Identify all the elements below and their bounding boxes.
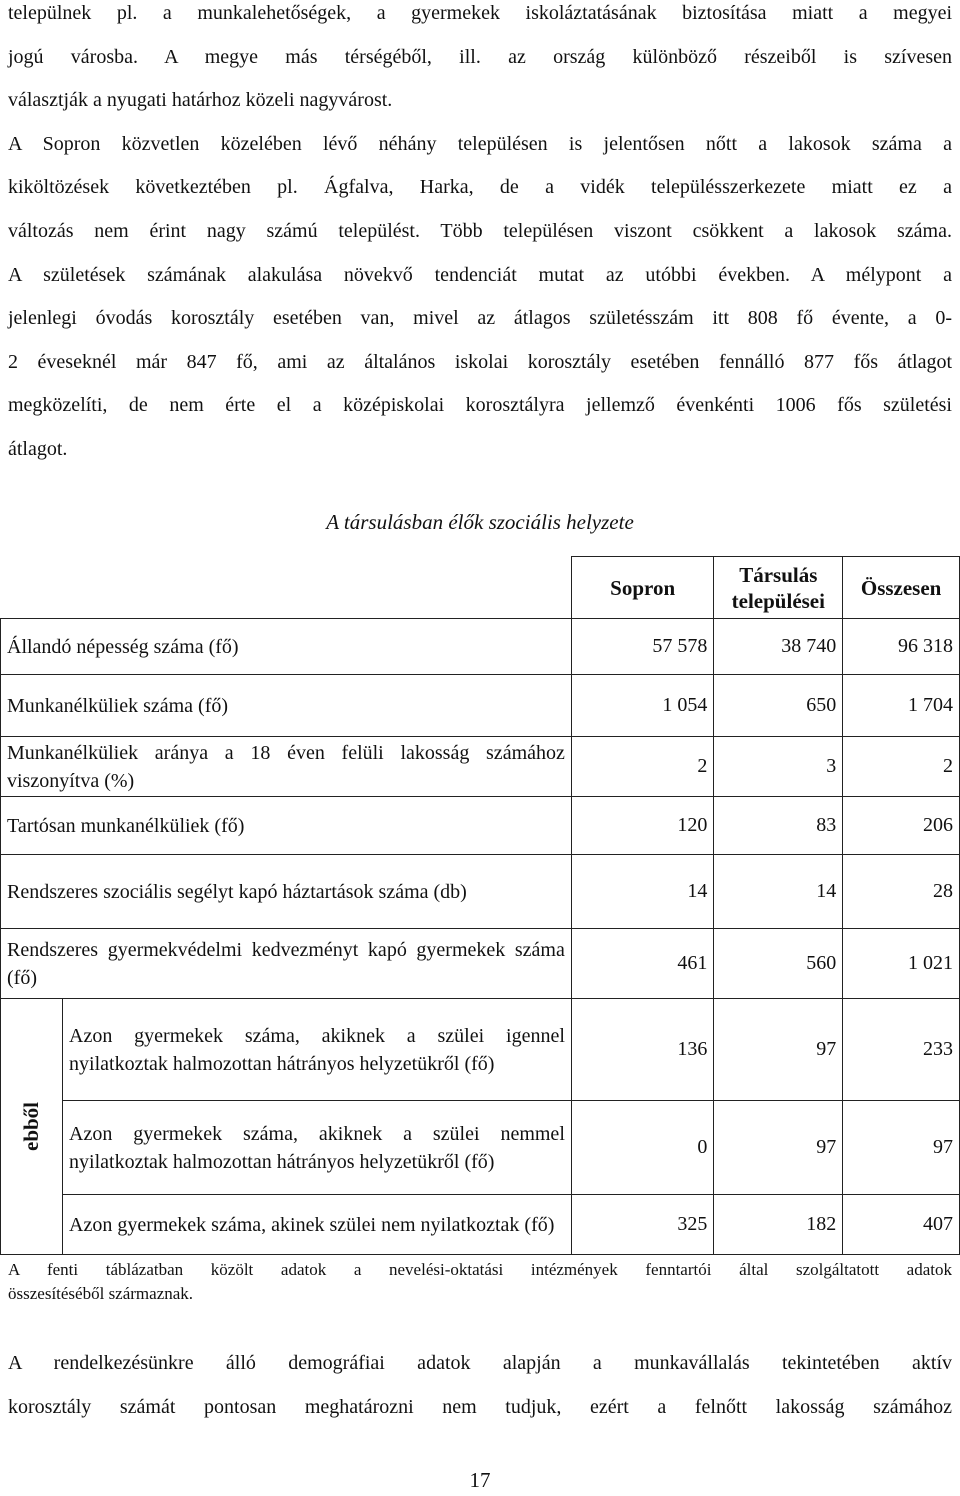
cell-value: 0 bbox=[571, 1101, 714, 1195]
table-title: A társulásban élők szociális helyzete bbox=[326, 510, 634, 534]
cell-value: 560 bbox=[714, 929, 843, 999]
page-number: 17 bbox=[469, 1468, 491, 1492]
table-footnote bbox=[8, 1258, 952, 1306]
text-line: A Sopron közvetlen közelében lévő néhány településen is jelentősen nőtt a lakosok száma a bbox=[8, 132, 952, 155]
cell-value: 325 bbox=[571, 1195, 714, 1255]
header-osszesen: Összesen bbox=[843, 557, 960, 619]
cell-value: 38 740 bbox=[714, 619, 843, 675]
cell-value: 57 578 bbox=[571, 619, 714, 675]
footnote-line: összesítéséből származnak. bbox=[8, 1284, 194, 1303]
text-line: jogú városba. A megye más térségéből, ill. az ország különböző részeiből is szívesen bbox=[8, 45, 952, 68]
text-line: megközelíti, de nem érte el a középiskolai korosztályra jellemző évenkénti 1006 fős születési bbox=[8, 394, 952, 417]
intro-paragraph bbox=[8, 0, 952, 472]
cell-value: 83 bbox=[714, 797, 843, 855]
row-label: Rendszeres gyermekvédelmi kedvezményt kapó gyermekek száma (fő) bbox=[1, 929, 572, 999]
cell-value: 182 bbox=[714, 1195, 843, 1255]
cell-value: 206 bbox=[843, 797, 960, 855]
text-line: korosztály számát pontosan meghatározni nem tudjuk, ezért a felnőtt lakosság számához bbox=[8, 1395, 952, 1418]
cell-value: 407 bbox=[843, 1195, 960, 1255]
footnote-line: A fenti táblázatban közölt adatok a nevelési-oktatási intézmények fenntartói által szolgáltatott adatok bbox=[8, 1260, 952, 1279]
row-label: Tartósan munkanélküliek (fő) bbox=[1, 797, 572, 855]
text-line: települnek pl. a munkalehetőségek, a gyermekek iskoláztatásának biztosítása miatt a megyei bbox=[8, 2, 952, 24]
text-line: 2 éveseknél már 847 fő, ami az általános iskolai korosztály esetében fennálló 877 fős átlagot bbox=[8, 350, 952, 373]
header-tarsulas: Társulás települései bbox=[714, 557, 843, 619]
text-line: A rendelkezésünkre álló demográfiai adatok alapján a munkavállalás tekintetében aktív bbox=[8, 1352, 952, 1374]
cell-value: 136 bbox=[571, 999, 714, 1101]
cell-value: 28 bbox=[843, 855, 960, 929]
cell-value: 461 bbox=[571, 929, 714, 999]
row-label: Állandó népesség száma (fő) bbox=[1, 619, 572, 675]
header-sopron: Sopron bbox=[571, 557, 714, 619]
row-label: Rendszeres szociális segélyt kapó háztartások száma (db) bbox=[1, 855, 572, 929]
table-sub-row bbox=[1, 1195, 960, 1255]
sub-row-label: Azon gyermekek száma, akiknek a szülei igennel nyilatkoztak halmozottan hátrányos helyzetükről (fő) bbox=[63, 999, 572, 1101]
table-sub-row bbox=[1, 1101, 960, 1195]
cell-value: 2 bbox=[571, 737, 714, 797]
text-line: kiköltözések következtében pl. Ágfalva, Harka, de a vidék településszerkezete miatt ez a bbox=[8, 176, 952, 199]
cell-value: 96 318 bbox=[843, 619, 960, 675]
cell-value: 97 bbox=[714, 999, 843, 1101]
cell-value: 97 bbox=[714, 1101, 843, 1195]
cell-value: 120 bbox=[571, 797, 714, 855]
cell-value: 3 bbox=[714, 737, 843, 797]
table-row bbox=[1, 797, 960, 855]
text-line: változás nem érint nagy számú települést. Több településen viszont csökkent a lakosok száma. bbox=[8, 219, 952, 242]
cell-value: 14 bbox=[714, 855, 843, 929]
table-header-row bbox=[1, 557, 960, 619]
group-label-cell bbox=[1, 999, 63, 1255]
row-label: Munkanélküliek aránya a 18 éven felüli lakosság számához viszonyítva (%) bbox=[1, 737, 572, 797]
table-row bbox=[1, 675, 960, 737]
table-row bbox=[1, 737, 960, 797]
text-line: átlagot. bbox=[8, 437, 68, 460]
text-line: választják a nyugati határhoz közeli nagyvárost. bbox=[8, 89, 393, 112]
row-label: Munkanélküliek száma (fő) bbox=[1, 675, 572, 737]
closing-paragraph bbox=[8, 1342, 952, 1429]
table-sub-row bbox=[1, 999, 960, 1101]
sub-row-label: Azon gyermekek száma, akinek szülei nem nyilatkoztak (fő) bbox=[63, 1195, 572, 1255]
table-row bbox=[1, 929, 960, 999]
social-situation-table bbox=[0, 556, 960, 1255]
cell-value: 97 bbox=[843, 1101, 960, 1195]
cell-value: 650 bbox=[714, 675, 843, 737]
cell-value: 233 bbox=[843, 999, 960, 1101]
cell-value: 14 bbox=[571, 855, 714, 929]
sub-row-label: Azon gyermekek száma, akiknek a szülei nemmel nyilatkoztak halmozottan hátrányos helyzetükről (fő) bbox=[63, 1101, 572, 1195]
group-label: ebből bbox=[19, 1101, 44, 1152]
cell-value: 1 021 bbox=[843, 929, 960, 999]
text-line: jelenlegi óvodás korosztály esetében van, mivel az átlagos születésszám itt 808 fő évente, a 0- bbox=[8, 307, 952, 330]
table-row bbox=[1, 855, 960, 929]
text-line: A születések számának alakulása növekvő tendenciát mutat az utóbbi években. A mélypont a bbox=[8, 263, 952, 286]
cell-value: 1 704 bbox=[843, 675, 960, 737]
table-row bbox=[1, 619, 960, 675]
cell-value: 2 bbox=[843, 737, 960, 797]
cell-value: 1 054 bbox=[571, 675, 714, 737]
